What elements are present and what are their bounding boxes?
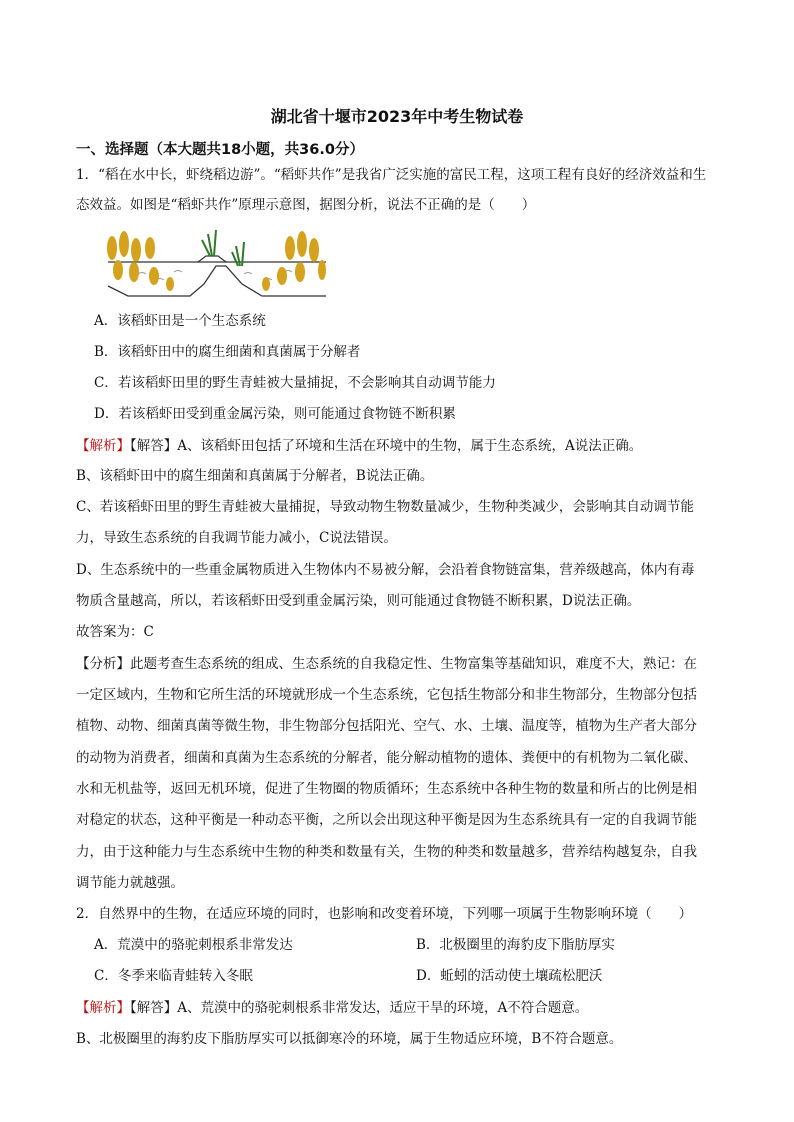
q1-answer: 故答案为：C [76,624,154,640]
section-heading: 一、选择题（本大题共18小题，共36.0分） [76,142,364,158]
page-title: 湖北省十堰市2023年中考生物试卷 [270,107,524,126]
q2-stem: 2．自然界中的生物，在适应环境的同时，也影响和改变着环境，下列哪一项属于生物影响环境（ ） [76,906,693,922]
q1-fenxi-line-4: 的动物为消费者，细菌和真菌为生态系统的分解者，能分解动植物的遗体、粪便中的有机物为二氧化碳、 [76,750,697,766]
q1-analysis-line-6: 物质含量越高，所以，若该稻虾田受到重金属污染，则可能通过食物链不断积累，D说法正确。 [76,593,641,609]
q1-fenxi-line-8: 调节能力就越强。 [76,875,184,891]
q1-analysis-line-5: D、生态系统中的一些重金属物质进入生物体内不易被分解，会沿着食物链富集，营养级越高，体内有毒 [76,562,695,578]
q1-fenxi-line-1: 【分析】此题考查生态系统的组成、生态系统的自我稳定性、生物富集等基础知识，难度不大，熟记：在 [76,656,697,672]
q2-analysis-line-2: B、北极圈里的海豹皮下脂肪厚实可以抵御寒冷的环境，属于生物适应环境，B不符合题意。 [76,1031,623,1047]
q2-option-a: A．荒漠中的骆驼刺根系非常发达 [94,937,293,953]
q1-option-a: A．该稻虾田是一个生态系统 [94,313,266,329]
q1-analysis-line-4: 力，导致生态系统的自我调节能力减小，C说法错误。 [76,530,397,546]
q1-stem-line-1: 1．“稻在水中长，虾绕稻边游”。“稻虾共作”是我省广泛实施的富民工程，这项工程有良好的经济效益和生 [76,167,707,183]
q1-analysis-line-3: C、若该稻虾田里的野生青蛙被大量捕捉，导致动物生物数量减少，生物种类减少，会影响其自动调节能 [76,499,694,515]
analysis-tag: 【解析】 [76,1000,130,1016]
rice-shrimp-diagram [94,226,330,306]
q1-option-d: D．若该稻虾田受到重金属污染，则可能通过食物链不断积累 [94,406,456,422]
q1-fenxi-line-2: 一定区域内，生物和它所生活的环境就形成一个生态系统，它包括生物部分和非生物部分，生物部分包括 [76,687,697,703]
q2-analysis-line-1: 【解析】【解答】A、荒漠中的骆驼刺根系非常发达，适应干旱的环境，A不符合题意。 [76,1000,589,1016]
q1-fenxi-line-6: 对稳定的状态，这种平衡是一种动态平衡，之所以会出现这种平衡是因为生态系统具有一定的自我调节能 [76,812,697,828]
q1-fenxi-line-7: 力，由于这种能力与生态系统中生物的种类和数量有关，生物的种类和数量越多，营养结构越复杂，自我 [76,844,697,860]
q2-option-b: B．北极圈里的海豹皮下脂肪厚实 [416,937,615,953]
fenxi-tag: 【分析】 [76,656,130,672]
q1-analysis-line-2: B、该稻虾田中的腐生细菌和真菌属于分解者，B说法正确。 [76,468,434,484]
q1-fenxi-line-5: 水和无机盐等，返回无机环境，促进了生物圈的物质循环；生态系统中各种生物的数量和所占的比例是相 [76,781,697,797]
q1-stem-line-2: 态效益。如图是“稻虾共作”原理示意图，据图分析，说法不正确的是（ ） [76,197,536,213]
q1-fenxi-line-3: 植物、动物、细菌真菌等微生物，非生物部分包括阳光、空气、水、土壤、温度等，植物为生产者大部分 [76,718,697,734]
q2-option-d: D．蚯蚓的活动使土壤疏松肥沃 [416,968,603,984]
q1-analysis-line-1: 【解析】【解答】A、该稻虾田包括了环境和生活在环境中的生物，属于生态系统，A说法正确。 [76,438,643,454]
q1-option-b: B．该稻虾田中的腐生细菌和真菌属于分解者 [94,344,361,360]
q2-option-c: C．冬季来临青蛙转入冬眠 [94,968,253,984]
analysis-tag: 【解析】 [76,438,130,454]
q1-option-c: C．若该稻虾田里的野生青蛙被大量捕捉，不会影响其自动调节能力 [94,375,496,391]
